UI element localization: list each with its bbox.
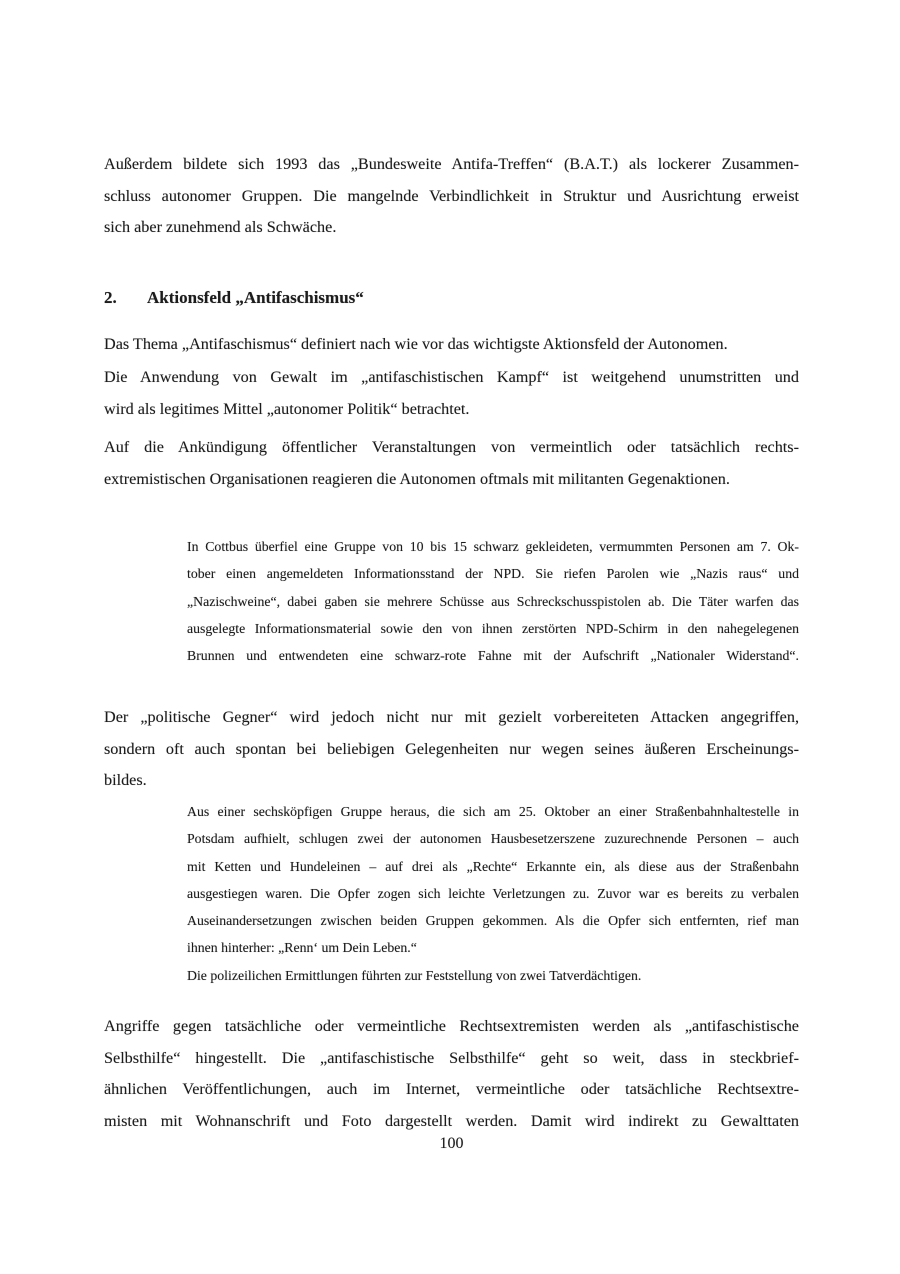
text-line: In Cottbus überfiel eine Gruppe von 10 bis 15 schwarz gekleideten, vermummten Personen am 7. Ok- bbox=[187, 539, 799, 554]
text-line: Selbsthilfe“ hingestellt. Die „antifaschistische Selbsthilfe“ geht so weit, dass in steckbrief- bbox=[104, 1048, 799, 1067]
text-line: Die polizeilichen Ermittlungen führten zur Feststellung von zwei Tatverdächtigen. bbox=[187, 967, 642, 983]
text-line: ihnen hinterher: „Renn‘ um Dein Leben.“ bbox=[187, 940, 417, 956]
text-line: tober einen angemeldeten Informationsstand der NPD. Sie riefen Parolen wie „Nazis raus“ und bbox=[187, 566, 799, 582]
text-line: misten mit Wohnanschrift und Foto dargestellt werden. Damit wird indirekt zu Gewalttaten bbox=[104, 1111, 799, 1130]
text-line: mit Ketten und Hundeleinen – auf drei als „Rechte“ Erkannte ein, als diese aus der Straßenbahn bbox=[187, 858, 799, 874]
blockquote-cottbus bbox=[187, 533, 799, 669]
text-line: Der „politische Gegner“ wird jedoch nicht nur mit gezielt vorbereiteten Attacken angegriffen, bbox=[104, 708, 799, 726]
section-heading bbox=[104, 282, 799, 314]
paragraph-ankuendigung bbox=[104, 432, 799, 495]
text-line: Auf die Ankündigung öffentlicher Veranstaltungen von vermeintlich oder tatsächlich rechts- bbox=[104, 438, 799, 456]
text-line: wird als legitimes Mittel „autonomer Politik“ betrachtet. bbox=[104, 399, 470, 418]
text-line: ähnlichen Veröffentlichungen, auch im Internet, vermeintliche oder tatsächliche Rechtsextre- bbox=[104, 1080, 799, 1098]
text-line: Außerdem bildete sich 1993 das „Bundesweite Antifa-Treffen“ (B.A.T.) als lockerer Zusammen- bbox=[104, 155, 799, 173]
text-line: schluss autonomer Gruppen. Die mangelnde Verbindlichkeit in Struktur und Ausrichtung erweist bbox=[104, 186, 799, 205]
text-line: „Nazischweine“, dabei gaben sie mehrere Schüsse aus Schreckschusspistolen ab. Die Täter warfen das bbox=[187, 593, 799, 609]
text-line: Auseinandersetzungen zwischen beiden Gruppen gekommen. Als die Opfer sich entfernten, rief man bbox=[187, 913, 799, 929]
text-line: ausgelegte Informationsmaterial sowie den von ihnen zerstörten NPD-Schirm in den nahegelegenen bbox=[187, 620, 799, 636]
paragraph-bat-intro bbox=[104, 149, 799, 244]
page-number: 100 bbox=[439, 1135, 464, 1152]
paragraph-gegner bbox=[104, 702, 799, 797]
paragraph-selbsthilfe bbox=[104, 1011, 799, 1137]
text-line: Angriffe gegen tatsächliche oder vermeintliche Rechtsextremisten werden als „antifaschistische bbox=[104, 1017, 799, 1035]
paragraph-gewalt bbox=[104, 362, 799, 425]
heading-number: 2. bbox=[104, 288, 117, 307]
blockquote-potsdam bbox=[187, 798, 799, 989]
text-line: extremistischen Organisationen reagieren die Autonomen oftmals mit militanten Gegenaktionen. bbox=[104, 469, 730, 488]
text-line: sondern oft auch spontan bei beliebigen Gelegenheiten nur wegen seines äußeren Erscheinungs- bbox=[104, 739, 799, 758]
text-line: sich aber zunehmend als Schwäche. bbox=[104, 218, 337, 236]
text-line: ausgestiegen waren. Die Opfer zogen sich leichte Verletzungen zu. Zuvor war es bereits zu verbalen bbox=[187, 885, 799, 901]
text-line: bildes. bbox=[104, 771, 147, 789]
text-line: Die Anwendung von Gewalt im „antifaschistischen Kampf“ ist weitgehend unumstritten und bbox=[104, 368, 799, 386]
text-line: Aus einer sechsköpfigen Gruppe heraus, die sich am 25. Oktober an einer Straßenbahnhaltestelle in bbox=[187, 804, 799, 819]
text-line: Das Thema „Antifaschismus“ definiert nach wie vor das wichtigste Aktionsfeld der Autonomen. bbox=[104, 335, 728, 353]
text-line: Brunnen und entwendeten eine schwarz-rote Fahne mit der Aufschrift „Nationaler Widerstand“. bbox=[187, 648, 799, 664]
paragraph-thema bbox=[104, 329, 799, 361]
text-line: Potsdam aufhielt, schlugen zwei der autonomen Hausbesetzerszene zuzurechnende Personen – auch bbox=[187, 831, 799, 847]
heading-title: Aktionsfeld „Antifaschismus“ bbox=[147, 288, 364, 307]
